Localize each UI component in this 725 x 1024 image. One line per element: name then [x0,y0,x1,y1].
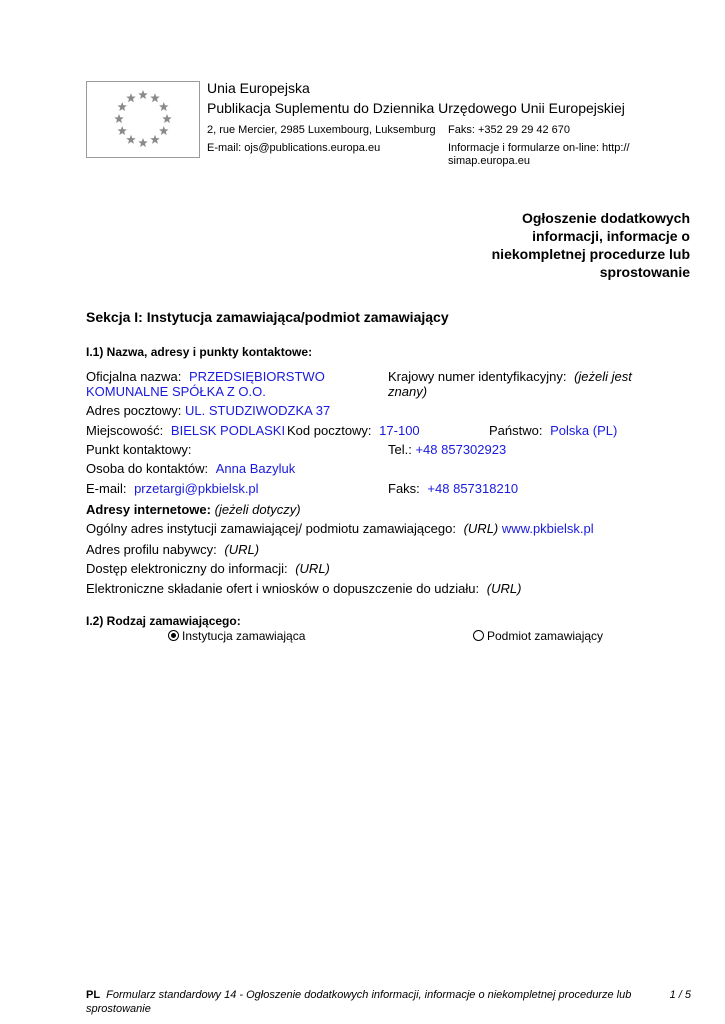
footer-form-line1-row [86,989,631,1001]
general-address-link[interactable]: www.pkbielsk.pl [501,521,594,536]
general-address-url-tag: (URL) [463,521,499,536]
option-contracting-authority[interactable] [168,629,305,643]
national-id-label: Krajowy numer identyfikacyjny: [388,369,567,384]
internet-row [86,502,301,517]
notice-title-line4: sprostowanie [599,264,690,280]
star-icon [159,102,169,111]
eu-flag-logo [86,81,200,158]
buyer-profile-url-tag: (URL) [224,542,260,557]
star-icon [150,93,160,102]
header-info-line2: simap.europa.eu [448,155,530,167]
city-value: BIELSK PODLASKI [170,423,286,438]
postcode-label: Kod pocztowy: [287,423,372,438]
footer-form-line1: Formularz standardowy 14 - Ogłoszenie dodatkowych informacji, informacje o niekompletnej procedurze lub [106,989,632,1001]
eu-stars-icon [87,82,199,157]
general-address-row [86,521,594,536]
official-name-label: Oficjalna nazwa: [86,369,182,384]
electronic-submission-label: Elektroniczne składanie ofert i wniosków o dopuszczenie do udziału: [86,581,480,596]
notice-title-line1: Ogłoszenie dodatkowych [521,210,690,226]
email-row [86,481,259,496]
info-access-row [86,561,330,576]
star-icon [114,114,124,123]
country-value: Polska (PL) [550,423,618,438]
national-id-note-line1: (jeżeli jest [574,369,632,384]
buyer-profile-label: Adres profilu nabywcy: [86,542,217,557]
national-id-note-line2: znany) [388,384,428,399]
postal-row [86,403,330,418]
contact-person-value: Anna Bazyluk [215,461,296,476]
footer-page-number: 1 / 5 [669,989,691,1001]
section1-sub2: I.2) Rodzaj zamawiającego: [86,614,241,628]
section1-sub1: I.1) Nazwa, adresy i punkty kontaktowe: [86,345,313,359]
city-row [86,423,285,438]
electronic-submission-url-tag: (URL) [486,581,522,596]
postal-label: Adres pocztowy: [86,403,182,418]
tel-value: +48 857302923 [415,442,507,457]
contact-person-label: Osoba do kontaktów: [86,461,209,476]
email-label: E-mail: [86,481,127,496]
header-fax: Faks: +352 29 29 42 670 [448,124,571,136]
notice-title-line3: niekompletnej procedurze lub [491,246,690,262]
postcode-value: 17-100 [379,423,420,438]
star-icon [150,135,160,144]
info-access-url-tag: (URL) [295,561,330,576]
star-icon [126,135,136,144]
national-id-row [388,369,632,384]
header-info-line1: Informacje i formularze on-line: http:// [448,142,630,154]
tel-row [388,442,506,457]
fax-row [388,481,518,496]
header-publication: Publikacja Suplementu do Dziennika Urzędowego Unii Europejskiej [207,100,625,116]
contact-point-label: Punkt kontaktowy: [86,442,192,457]
email-value[interactable]: przetargi@pkbielsk.pl [134,481,259,496]
header-org: Unia Europejska [207,80,310,96]
country-row [489,423,617,438]
star-icon [126,93,136,102]
star-icon [138,90,148,99]
header-email: E-mail: ojs@publications.europa.eu [207,142,381,154]
option-contracting-entity-label: Podmiot zamawiający [487,629,604,643]
postal-value: UL. STUDZIWODZKA 37 [185,403,331,418]
star-icon [138,138,148,147]
general-address-label: Ogólny adres instytucji zamawiającej/ podmiotu zamawiającego: [86,521,456,536]
star-icon [159,126,169,135]
postcode-row [287,423,420,438]
buyer-profile-row [86,542,259,557]
header-address: 2, rue Mercier, 2985 Luxembourg, Luksemburg [207,124,436,136]
country-label: Państwo: [489,423,543,438]
option-contracting-authority-label: Instytucja zamawiająca [182,629,306,643]
official-name-row [86,369,325,384]
star-icon [117,126,127,135]
footer-lang: PL [86,989,101,1001]
notice-title-line2: informacji, informacje o [532,228,690,244]
tel-label: Tel.: [388,442,412,457]
contact-person-row [86,461,295,476]
official-name-value-line1: PRZEDSIĘBIORSTWO [189,369,325,384]
footer-form-line2: sprostowanie [86,1003,151,1015]
radio-checked-icon[interactable] [168,630,179,641]
electronic-submission-row [86,581,521,596]
internet-note: (jeżeli dotyczy) [214,502,301,517]
fax-label: Faks: [388,481,420,496]
city-label: Miejscowość: [86,423,164,438]
fax-value: +48 857318210 [427,481,519,496]
option-contracting-entity[interactable] [473,629,603,643]
section1-heading: Sekcja I: Instytucja zamawiająca/podmiot zamawiający [86,309,449,325]
official-name-value-line2: KOMUNALNE SPÓŁKA Z O.O. [86,384,266,399]
star-icon [117,102,127,111]
internet-label: Adresy internetowe: [86,502,211,517]
star-icon [162,114,172,123]
radio-unchecked-icon[interactable] [473,630,484,641]
info-access-label: Dostęp elektroniczny do informacji: [86,561,288,576]
notice-title [492,209,690,281]
